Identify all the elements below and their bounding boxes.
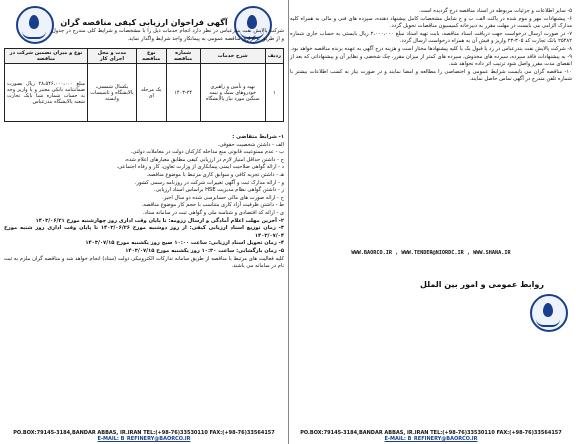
cell-index: ۱ xyxy=(265,64,283,122)
condition-item: ط - داشتن ظرفیت آزاد کاری متناسب با حجم کار موضوع مناقصه. xyxy=(141,202,284,209)
notice-item: ۹- به پیشنهادات فاقد سپرده، سپرده های مخدوش، سپرده های کمتر از میزان مقرر، چک شخصی و نظایر آن و پیشنهاداتی که بعد از انقضای مدت مقرر واصل شود ترتیب اثر داده نخواهد شد. xyxy=(290,53,572,68)
phone: TEL:(+98-76)33530110 xyxy=(143,430,208,436)
condition-item: ح - ارائه صورت های مالی حسابرسی شده دو سال اخیر. xyxy=(162,194,284,201)
notice-item: ۶- پیشنهادات مهر و موم شده در پاکت الف، ب و ج شامل مشخصات کامل پیشنهاد دهنده، سپرده های فنی و مالی به همراه کلیه مدارک الزامی می بایست در مهلت مقرر به دبیرخانه کمیسیون مناقصات تحویل گردد. xyxy=(290,15,572,30)
conditions-section xyxy=(4,134,284,271)
col-duration: مدت و محل اجرای کار xyxy=(88,49,137,64)
cell-duration: یکسال شمسی، پالایشگاه و تاسیسات وابسته xyxy=(88,64,137,122)
tender-table xyxy=(4,48,284,122)
col-desc: شرح خدمات xyxy=(200,49,265,64)
col-number: شماره مناقصه xyxy=(166,49,200,64)
date-item: ۵- زمان بازگشایی: ساعت ۱۰:۳۰ روز یکشنبه مورخ ۱۴۰۳/۰۷/۱۵ xyxy=(125,247,284,254)
notice-main-column xyxy=(4,4,284,444)
public-relations-signature: روابط عمومی و امور بین الملل xyxy=(420,280,544,289)
condition-item: ز - داشتن گواهی نظام مدیریت HSE براساس اسناد ارزیابی. xyxy=(154,187,284,194)
notice-item: ۷- در صورت ارسال درخواست جهت دریافت اسناد مناقصه، بابت تهیه اسناد مبلغ ۲،۰۰۰،۰۰۰ ریال بایستی به حساب جاری شماره ۲۵۴۸۲ بانک تجارت کد ۳۰۵-۲۳ واریز و فیش آن به همراه درخواست ارسال گردد. xyxy=(290,30,573,45)
po-box: PO.BOX:79145-3184,BANDAR ABBAS, IR.IRAN xyxy=(13,430,142,436)
condition-item: و - ارائه مدارک ثبت و آگهی تغییرات شرکت در روزنامه رسمی کشور. xyxy=(134,179,284,186)
refinery-logo-icon xyxy=(16,6,54,44)
date-item: ۴- زمان تحویل اسناد ارزیابی: ساعت ۱۰:۰۰ صبح روز یکشنبه مورخ ۱۴۰۳/۰۷/۱۵ xyxy=(85,240,284,247)
po-box: PO.BOX:79145-3184,BANDAR ABBAS, IR.IRAN xyxy=(300,430,429,436)
column-divider xyxy=(288,0,289,444)
cell-number: ۱۴۰۳-۲۴ xyxy=(166,64,200,122)
notice-note: کلیه فعالیت های مرتبط با مناقصه از طریق سامانه تدارکات الکترونیکی دولت (ستاد) انجام خواهد شد و مناقصه گران ملزم به ثبت نام در سامانه می باشند. xyxy=(4,255,284,270)
notice-item: ۱۰- مناقصه گران می بایست شرایط عمومی و اختصاصی را مطالعه و امضا نمایند و در صورت نیاز به کسب اطلاعات بیشتر با شماره تلفن مندرج در آگهی تماس حاصل نمایند. xyxy=(290,68,572,83)
notice-item: ۵- سایر اطلاعات و جزئیات مربوطه در اسناد مناقصه درج گردیده است. xyxy=(419,8,572,14)
condition-item: د - ارائه گواهی صلاحیت ایمنی پیمانکاری از وزارت تعاون، کار و رفاه اجتماعی. xyxy=(116,164,284,171)
cell-type: یک مرحله ای xyxy=(137,64,167,122)
conditions-list xyxy=(290,8,572,84)
refinery-logo-icon xyxy=(530,294,568,332)
col-index: ردیف xyxy=(265,49,283,64)
date-item: ۲- آخرین مهلت اعلام آمادگی و ارسال رزومه: تا پایان وقت اداری روز چهارشنبه مورخ ۱۴۰۳/۰۶/۲۱ xyxy=(35,217,284,224)
condition-item: الف - داشتن شخصیت حقوقی. xyxy=(217,141,284,148)
date-item: ۳- زمان توزیع اسناد ارزیابی کیفی: از روز دوشنبه مورخ ۱۴۰۳/۰۶/۲۶ تا پایان وقت اداری روز شنبه مورخ ۱۴۰۳/۰۷/۰۴ xyxy=(4,225,285,239)
dates-list xyxy=(4,218,284,256)
condition-item: ب - عدم ممنوعیت قانونی منع مداخله کارکنان دولت در معاملات دولتی. xyxy=(130,149,284,156)
conditions-list xyxy=(4,142,284,218)
website-links[interactable]: WWW.BAORCO.IR , WWW.TENDER@NIORDC.IR , WWW.SHANA.IR xyxy=(351,250,511,256)
fax: FAX:(+98-76)33564157 xyxy=(209,430,275,436)
email-link[interactable]: E-MAIL: B_REFINERY@BAORCO.IR xyxy=(384,436,478,442)
fax: FAX:(+98-76)33564157 xyxy=(496,430,562,436)
notice-title: آگهی فراخوان ارزیابی کیفی مناقصه گران xyxy=(60,18,228,27)
condition-item: ج - داشتن حداقل امتیاز لازم در ارزیابی کیفی مطابق معیارهای اعلام شده. xyxy=(124,156,284,163)
phone: TEL:(+98-76)33530110 xyxy=(430,430,495,436)
cell-desc: تهیه و تأمین و راهبری خودروهای سبک و نیمه سنگین مورد نیاز پالایشگاه xyxy=(200,64,265,122)
tender-table-wrap xyxy=(4,48,284,122)
section-heading: ۱- شرایط متقاضی : xyxy=(232,134,284,140)
condition-item: ی - ارائه کد اقتصادی و شناسه ملی و گواهی ثبت در سامانه ستاد. xyxy=(142,209,284,216)
contact-footer xyxy=(290,430,572,442)
notice-continuation-column xyxy=(290,4,572,444)
table-row xyxy=(5,64,284,122)
email-link[interactable]: E-MAIL: B_REFINERY@BAORCO.IR xyxy=(97,436,191,442)
condition-item: هـ - داشتن تجربه کافی و سوابق کاری مرتبط با موضوع مناقصه. xyxy=(146,171,284,178)
notice-intro: شرکت پالایش نفت بندرعباس در نظر دارد انجام خدمات ذیل را با مشخصات و شرایط کلی مندرج در جدول و از طریق برگزاری مناقصه عمومی به پیمانکار واجد شرایط واگذار نماید. xyxy=(52,28,284,42)
col-type: نوع مناقصه xyxy=(137,49,167,64)
contact-footer xyxy=(4,430,284,442)
col-guarantee: نوع و میزان تضمین شرکت در مناقصه xyxy=(5,49,88,64)
notice-item: ۸- شرکت پالایش نفت بندرعباس در رد یا قبول یک یا کلیه پیشنهادها مختار است و هزینه درج آگهی به عهده برنده مناقصه خواهد بود. xyxy=(290,45,572,52)
cell-guarantee: مبلغ ۲۸،۵۴۶،۰۰۰،۰۰۰ ریال بصورت ضمانتنامه بانکی معتبر و یا واریز وجه به حساب شماره شبا بانک تجارت شعبه پالایشگاه بندرعباس xyxy=(5,64,88,122)
